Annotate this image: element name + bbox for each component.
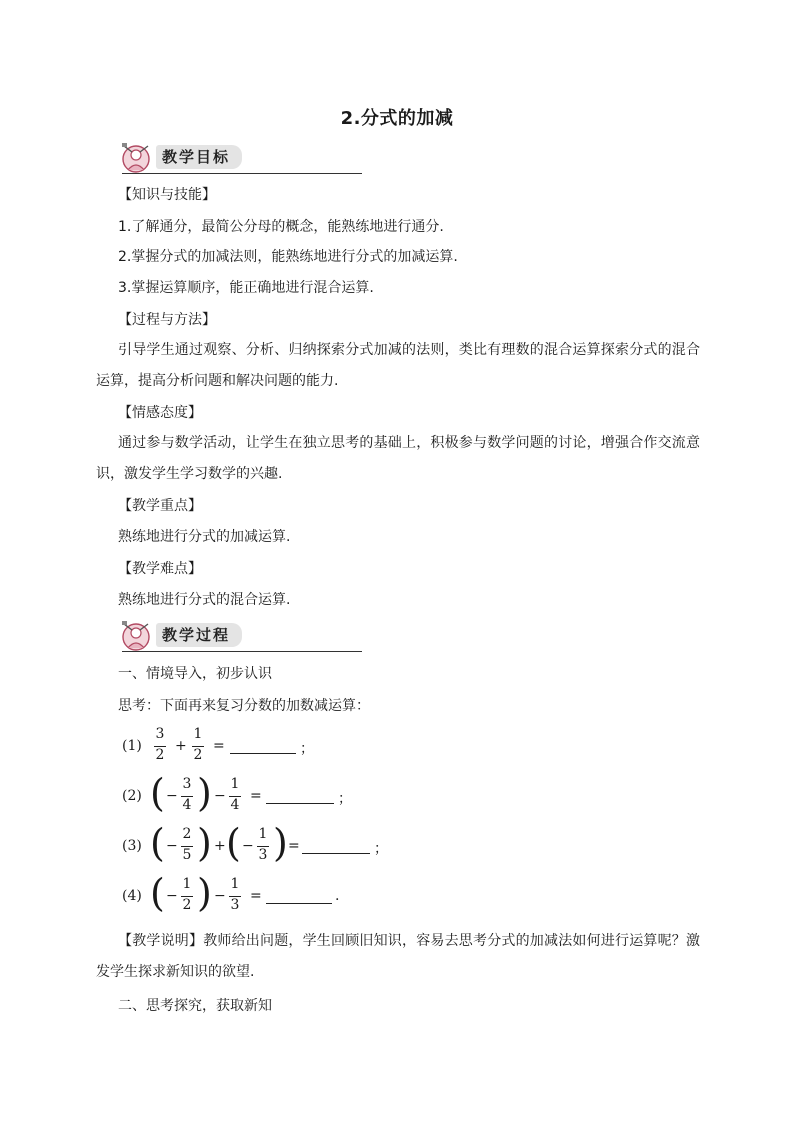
exercise-index: (4): [122, 888, 142, 904]
equals-sign: =: [250, 888, 262, 904]
knowledge-item-3: 3.掌握运算顺序，能正确地进行混合运算.: [118, 280, 374, 296]
fraction-denominator: 4: [230, 797, 240, 813]
fraction-numerator: 1: [193, 726, 203, 742]
punctuation: ；: [338, 791, 352, 807]
section-label: 教学过程: [156, 623, 242, 647]
emotion-text: 通过参与数学活动，让学生在独立思考的基础上，积极参与数学问题的讨论，增强合作交流意识，激发学生学习数学的兴趣.: [96, 435, 700, 482]
negative-sign: −: [166, 788, 178, 804]
teacher-badge-icon: [118, 618, 154, 652]
section-header-process: [118, 618, 246, 654]
right-paren: ): [197, 821, 212, 865]
fraction-numerator: 3: [155, 726, 165, 742]
step1-heading: 一、情境导入，初步认识: [118, 666, 272, 682]
section-divider: [122, 173, 362, 174]
process-method-heading: 【过程与方法】: [118, 312, 216, 328]
negative-sign: −: [166, 888, 178, 904]
answer-blank: [266, 803, 334, 804]
exercise-3: [118, 821, 418, 866]
left-paren: (: [150, 821, 165, 865]
exercise-4: [118, 871, 378, 916]
step1-prompt: 思考：下面再来复习分数的加数减运算：: [118, 698, 370, 714]
operator: −: [214, 888, 226, 904]
negative-sign: −: [166, 838, 178, 854]
equals-sign: =: [213, 738, 225, 754]
negative-sign: −: [242, 838, 254, 854]
equals-sign: =: [288, 838, 300, 854]
right-paren: ): [273, 821, 288, 865]
section-header-objectives: [118, 140, 246, 176]
key-point-text: 熟练地进行分式的加减运算.: [118, 529, 291, 545]
section-divider: [122, 651, 362, 652]
fraction-denominator: 3: [230, 897, 240, 913]
answer-blank: [266, 903, 332, 904]
operator: −: [214, 788, 226, 804]
fraction-denominator: 4: [182, 797, 192, 813]
section-label: 教学目标: [156, 145, 242, 169]
fraction-denominator: 2: [193, 747, 203, 763]
exercise-index: (3): [122, 838, 142, 854]
fraction-denominator: 2: [182, 897, 192, 913]
operator: +: [175, 738, 187, 754]
exercise-1: [118, 727, 378, 767]
fraction-denominator: 5: [182, 847, 192, 863]
teacher-badge-icon: [118, 140, 154, 174]
punctuation: .: [335, 888, 340, 904]
teaching-note: 【教学说明】教师给出问题，学生回顾旧知识，容易去思考分式的加减法如何进行运算呢？激发学生探求新知识的欲望.: [96, 933, 700, 980]
answer-blank: [230, 753, 296, 754]
knowledge-item-1: 1.了解通分，最简公分母的概念，能熟练地进行通分.: [118, 219, 444, 235]
process-method-text: 引导学生通过观察、分析、归纳探索分式加减的法则，类比有理数的混合运算探索分式的混合运算，提高分析问题和解决问题的能力.: [96, 342, 700, 389]
fraction-numerator: 1: [258, 826, 268, 842]
fraction-numerator: 1: [230, 876, 240, 892]
fraction-denominator: 3: [258, 847, 268, 863]
page-title: 2.分式的加减: [340, 108, 454, 129]
fraction-numerator: 3: [182, 776, 192, 792]
left-paren: (: [150, 871, 165, 915]
fraction-denominator: 2: [155, 747, 165, 763]
knowledge-item-2: 2.掌握分式的加减法则，能熟练地进行分式的加减运算.: [118, 249, 458, 265]
right-paren: ): [197, 771, 212, 815]
difficulty-heading: 【教学难点】: [118, 561, 202, 577]
exercise-index: (2): [122, 788, 142, 804]
equals-sign: =: [250, 788, 262, 804]
emotion-heading: 【情感态度】: [118, 405, 202, 421]
operator: +: [214, 838, 226, 854]
key-point-heading: 【教学重点】: [118, 498, 202, 514]
answer-blank: [302, 853, 370, 854]
left-paren: (: [150, 771, 165, 815]
exercise-2: [118, 771, 398, 816]
exercise-index: (1): [122, 738, 142, 754]
fraction-numerator: 1: [182, 876, 192, 892]
right-paren: ): [197, 871, 212, 915]
step2-heading: 二、思考探究，获取新知: [118, 998, 272, 1014]
left-paren: (: [226, 821, 241, 865]
punctuation: ；: [300, 741, 314, 757]
difficulty-text: 熟练地进行分式的混合运算.: [118, 592, 291, 608]
knowledge-heading: 【知识与技能】: [118, 187, 216, 203]
punctuation: ；: [374, 841, 388, 857]
fraction-numerator: 2: [182, 826, 192, 842]
fraction-numerator: 1: [230, 776, 240, 792]
